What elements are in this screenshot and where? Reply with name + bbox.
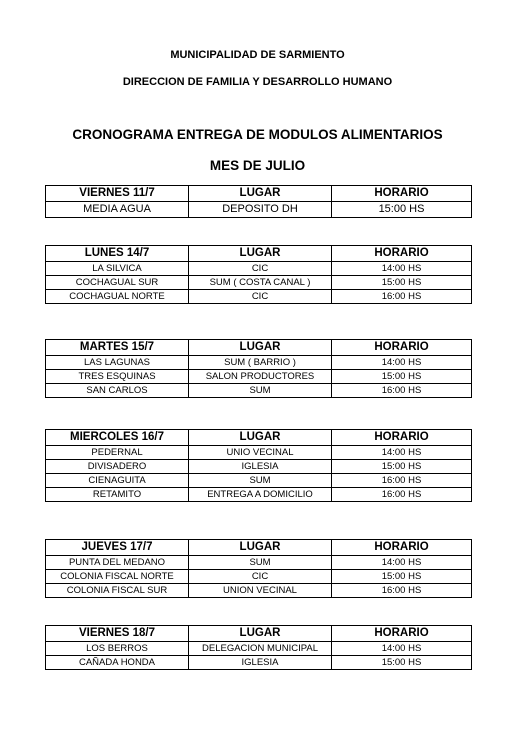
horario-header: HORARIO bbox=[332, 540, 472, 556]
horario-header: HORARIO bbox=[332, 340, 472, 356]
table-row bbox=[46, 446, 472, 460]
lugar-header: LUGAR bbox=[189, 186, 332, 202]
lugar-cell: SUM bbox=[189, 556, 332, 570]
municipality-name: MUNICIPALIDAD DE SARMIENTO bbox=[170, 49, 345, 61]
localidad-cell: LA SILVICA bbox=[46, 262, 189, 276]
horario-cell: 16:00 HS bbox=[332, 474, 472, 488]
table-header-row bbox=[46, 626, 472, 642]
localidad-cell: LOS BERROS bbox=[46, 642, 189, 656]
table-row bbox=[46, 276, 472, 290]
localidad-cell: COLONIA FISCAL NORTE bbox=[46, 570, 189, 584]
localidad-cell: CIENAGUITA bbox=[46, 474, 189, 488]
table-row bbox=[46, 488, 472, 502]
horario-cell: 14:00 HS bbox=[332, 446, 472, 460]
localidad-cell: COCHAGUAL NORTE bbox=[46, 290, 189, 304]
day-header: MIERCOLES 16/7 bbox=[46, 430, 189, 446]
lugar-cell: CIC bbox=[189, 290, 332, 304]
lugar-header: LUGAR bbox=[189, 340, 332, 356]
department-name: DIRECCION DE FAMILIA Y DESARROLLO HUMANO bbox=[122, 76, 393, 88]
localidad-cell: CAÑADA HONDA bbox=[46, 656, 189, 670]
lugar-header: LUGAR bbox=[189, 246, 332, 262]
localidad-cell: DIVISADERO bbox=[46, 460, 189, 474]
horario-cell: 16:00 HS bbox=[332, 488, 472, 502]
table-row bbox=[46, 584, 472, 598]
lugar-cell: CIC bbox=[189, 262, 332, 276]
horario-header: HORARIO bbox=[332, 246, 472, 262]
localidad-cell: COCHAGUAL SUR bbox=[46, 276, 189, 290]
lugar-header: LUGAR bbox=[189, 430, 332, 446]
table-row bbox=[46, 356, 472, 370]
horario-cell: 14:00 HS bbox=[332, 262, 472, 276]
table-row bbox=[46, 656, 472, 670]
table-row bbox=[46, 642, 472, 656]
table-header-row bbox=[46, 186, 472, 202]
table-header-row bbox=[46, 430, 472, 446]
lugar-header: LUGAR bbox=[189, 540, 332, 556]
lugar-cell: SUM bbox=[189, 384, 332, 398]
schedule-table-lunes-14 bbox=[45, 245, 472, 304]
horario-cell: 15:00 HS bbox=[332, 570, 472, 584]
lugar-cell: CIC bbox=[189, 570, 332, 584]
table-row bbox=[46, 460, 472, 474]
lugar-cell: DEPOSITO DH bbox=[189, 202, 332, 218]
localidad-cell: MEDIA AGUA bbox=[46, 202, 189, 218]
table-row bbox=[46, 474, 472, 488]
lugar-cell: UNION VECINAL bbox=[189, 584, 332, 598]
horario-cell: 16:00 HS bbox=[332, 384, 472, 398]
localidad-cell: LAS LAGUNAS bbox=[46, 356, 189, 370]
horario-cell: 15:00 HS bbox=[332, 656, 472, 670]
lugar-cell: SALON PRODUCTORES bbox=[189, 370, 332, 384]
horario-cell: 14:00 HS bbox=[332, 556, 472, 570]
table-row bbox=[46, 262, 472, 276]
table-header-row bbox=[46, 246, 472, 262]
lugar-cell: SUM ( BARRIO ) bbox=[189, 356, 332, 370]
document-title: CRONOGRAMA ENTREGA DE MODULOS ALIMENTARIOS bbox=[72, 127, 443, 142]
schedule-table-viernes-11 bbox=[45, 185, 472, 218]
table-header-row bbox=[46, 540, 472, 556]
localidad-cell: SAN CARLOS bbox=[46, 384, 189, 398]
horario-cell: 15:00 HS bbox=[332, 202, 472, 218]
table-header-row bbox=[46, 340, 472, 356]
horario-cell: 14:00 HS bbox=[332, 642, 472, 656]
localidad-cell: PUNTA DEL MEDANO bbox=[46, 556, 189, 570]
horario-header: HORARIO bbox=[332, 626, 472, 642]
lugar-cell: IGLESIA bbox=[189, 656, 332, 670]
schedule-table-miercoles-16 bbox=[45, 429, 472, 502]
day-header: LUNES 14/7 bbox=[46, 246, 189, 262]
lugar-cell: IGLESIA bbox=[189, 460, 332, 474]
table-row bbox=[46, 384, 472, 398]
lugar-cell: SUM bbox=[189, 474, 332, 488]
month-label: MES DE JULIO bbox=[209, 158, 306, 173]
localidad-cell: PEDERNAL bbox=[46, 446, 189, 460]
localidad-cell: COLONIA FISCAL SUR bbox=[46, 584, 189, 598]
lugar-cell: UNIO VECINAL bbox=[189, 446, 332, 460]
horario-cell: 15:00 HS bbox=[332, 370, 472, 384]
table-row bbox=[46, 370, 472, 384]
horario-cell: 15:00 HS bbox=[332, 460, 472, 474]
table-row bbox=[46, 570, 472, 584]
schedule-table-jueves-17 bbox=[45, 539, 472, 598]
day-header: JUEVES 17/7 bbox=[46, 540, 189, 556]
horario-cell: 16:00 HS bbox=[332, 584, 472, 598]
table-row bbox=[46, 556, 472, 570]
table-row bbox=[46, 202, 472, 218]
horario-cell: 14:00 HS bbox=[332, 356, 472, 370]
lugar-header: LUGAR bbox=[189, 626, 332, 642]
day-header: VIERNES 18/7 bbox=[46, 626, 189, 642]
day-header: MARTES 15/7 bbox=[46, 340, 189, 356]
schedule-table-viernes-18 bbox=[45, 625, 472, 670]
schedule-table-martes-15 bbox=[45, 339, 472, 398]
lugar-cell: SUM ( COSTA CANAL ) bbox=[189, 276, 332, 290]
day-header: VIERNES 11/7 bbox=[46, 186, 189, 202]
horario-cell: 16:00 HS bbox=[332, 290, 472, 304]
localidad-cell: RETAMITO bbox=[46, 488, 189, 502]
horario-header: HORARIO bbox=[332, 430, 472, 446]
localidad-cell: TRES ESQUINAS bbox=[46, 370, 189, 384]
lugar-cell: DELEGACION MUNICIPAL bbox=[189, 642, 332, 656]
horario-header: HORARIO bbox=[332, 186, 472, 202]
table-row bbox=[46, 290, 472, 304]
horario-cell: 15:00 HS bbox=[332, 276, 472, 290]
lugar-cell: ENTREGA A DOMICILIO bbox=[189, 488, 332, 502]
